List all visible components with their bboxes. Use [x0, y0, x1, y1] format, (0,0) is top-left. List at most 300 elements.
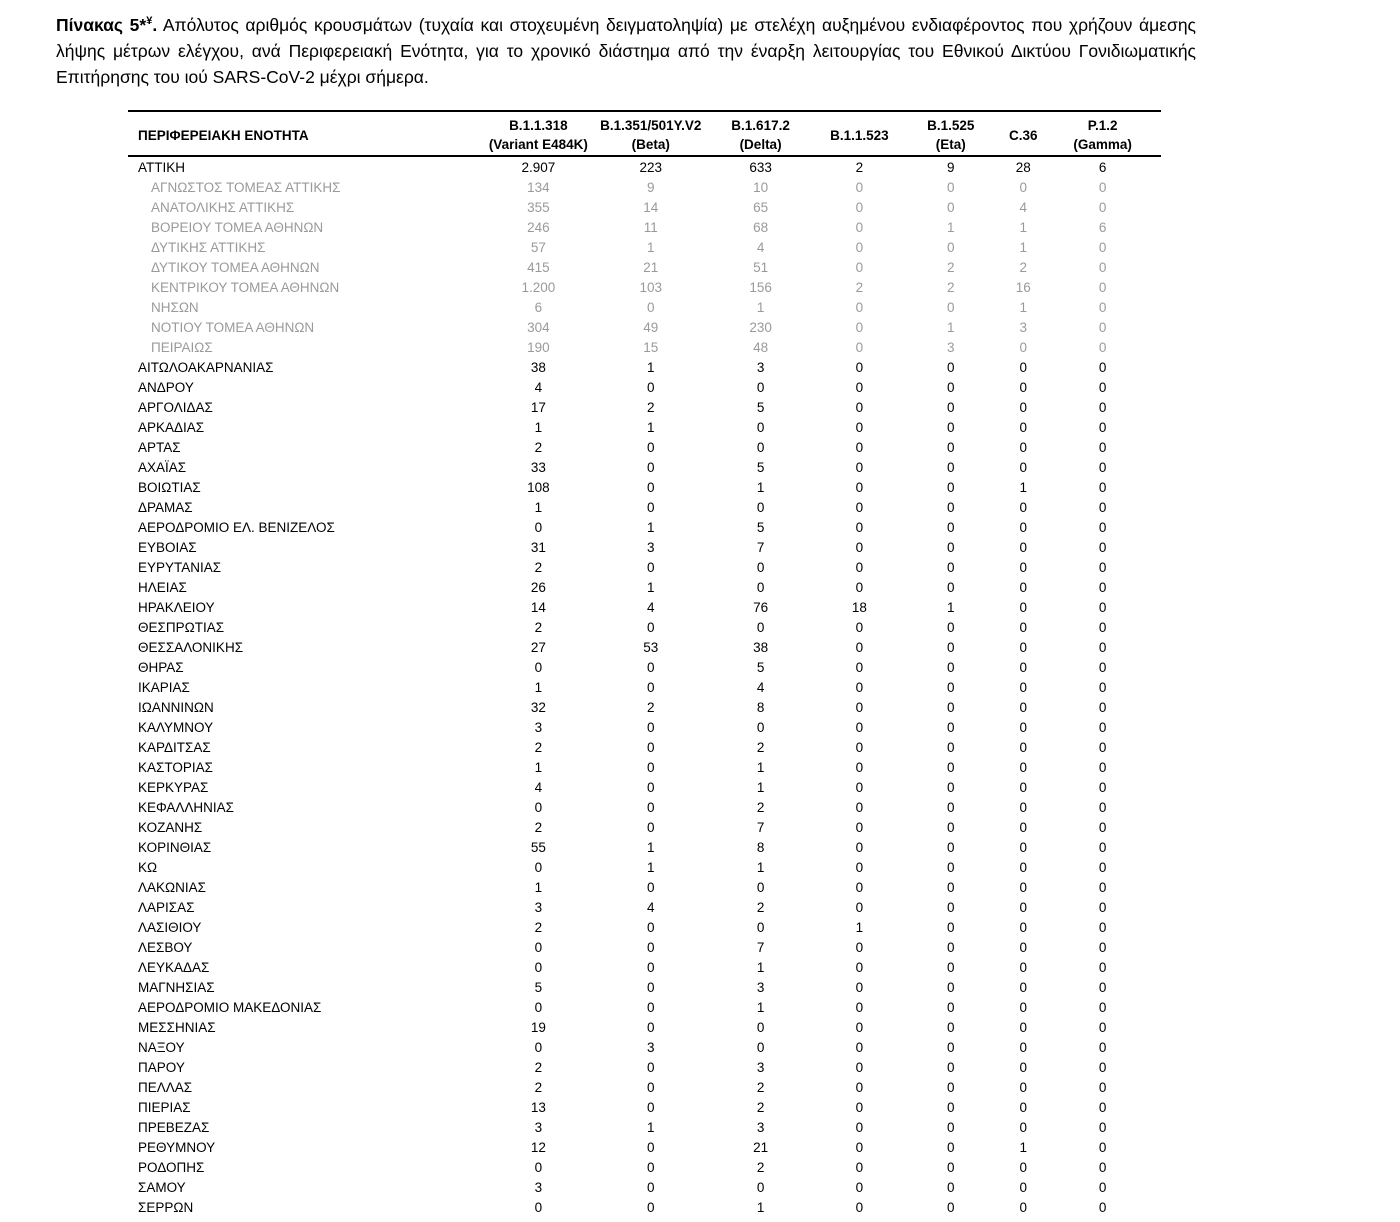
- table-row: [128, 1138, 1161, 1158]
- case-count-cell: 0: [756, 560, 765, 575]
- case-count-cell: 0: [1019, 1060, 1028, 1075]
- case-count-cell: 0: [1098, 180, 1107, 195]
- table-subrow: [128, 218, 1161, 238]
- case-count-cell: 38: [530, 360, 546, 375]
- case-count-cell: 12: [530, 1140, 546, 1155]
- region-name-cell: ΔΡΑΜΑΣ: [138, 500, 193, 515]
- case-count-cell: 2: [647, 400, 655, 415]
- case-count-cell: 2: [534, 560, 543, 575]
- table-row: [128, 738, 1161, 758]
- region-name-cell: ΑΡΤΑΣ: [138, 440, 181, 455]
- case-count-cell: 26: [530, 580, 546, 595]
- region-name-cell: ΣΑΜΟΥ: [138, 1180, 186, 1195]
- table-row: [128, 898, 1161, 918]
- case-count-cell: 0: [1019, 780, 1028, 795]
- case-count-cell: 0: [1019, 180, 1028, 195]
- case-count-cell: 0: [947, 460, 955, 475]
- case-count-cell: 0: [947, 1040, 955, 1055]
- case-count-cell: 0: [855, 1200, 864, 1215]
- case-count-cell: 0: [647, 1060, 655, 1075]
- case-count-cell: 0: [1098, 860, 1107, 875]
- case-count-cell: 9: [647, 180, 655, 195]
- case-count-cell: 0: [1019, 540, 1028, 555]
- header-row: [128, 111, 1161, 156]
- case-count-cell: 4: [1019, 200, 1028, 215]
- case-count-cell: 0: [855, 740, 864, 755]
- region-name-cell: ΠΕΙΡΑΙΩΣ: [151, 340, 213, 355]
- case-count-cell: 2: [1019, 260, 1028, 275]
- case-count-cell: 0: [1098, 980, 1107, 995]
- case-count-cell: 0: [1098, 1200, 1107, 1215]
- region-name-cell: ΑΤΤΙΚΗ: [138, 160, 185, 175]
- case-count-cell: 355: [527, 200, 550, 215]
- case-count-cell: 0: [947, 240, 955, 255]
- case-count-cell: 0: [647, 1100, 655, 1115]
- case-count-cell: 0: [855, 900, 864, 915]
- case-count-cell: 27: [530, 640, 546, 655]
- region-name-cell: ΗΛΕΙΑΣ: [138, 580, 187, 595]
- case-count-cell: 0: [947, 1000, 955, 1015]
- case-count-cell: 0: [947, 660, 955, 675]
- column-header-line1: C.36: [1009, 127, 1038, 143]
- case-count-cell: 1: [647, 360, 655, 375]
- case-count-cell: 0: [1019, 980, 1028, 995]
- table-row: [128, 1098, 1161, 1118]
- case-count-cell: 0: [1019, 500, 1028, 515]
- case-count-cell: 6: [1098, 220, 1107, 235]
- case-count-cell: 7: [756, 540, 765, 555]
- case-count-cell: 2: [756, 900, 765, 915]
- region-name-cell: ΑΝΔΡΟΥ: [138, 380, 194, 395]
- case-count-cell: 11: [643, 220, 658, 235]
- case-count-cell: 0: [1098, 800, 1107, 815]
- region-name-cell: ΑΕΡΟΔΡΟΜΙΟ ΜΑΚΕΔΟΝΙΑΣ: [138, 1000, 322, 1015]
- case-count-cell: 2: [534, 1060, 543, 1075]
- case-count-cell: 0: [1098, 440, 1107, 455]
- table-row: [128, 798, 1161, 818]
- table-body: [128, 156, 1161, 1218]
- column-header-variant: [899, 111, 1002, 156]
- case-count-cell: 0: [647, 820, 655, 835]
- case-count-cell: 0: [947, 1020, 955, 1035]
- case-count-cell: 0: [947, 520, 955, 535]
- table-row: [128, 638, 1161, 658]
- case-count-cell: 0: [855, 1180, 864, 1195]
- case-count-cell: 55: [530, 840, 546, 855]
- case-count-cell: 3: [534, 900, 543, 915]
- case-count-cell: 3: [534, 1120, 543, 1135]
- case-count-cell: 5: [756, 400, 765, 415]
- case-count-cell: 0: [1098, 200, 1107, 215]
- case-count-cell: 156: [749, 280, 772, 295]
- case-count-cell: 0: [855, 700, 864, 715]
- column-header-line2: (Delta): [739, 137, 782, 152]
- case-count-cell: 1: [534, 420, 543, 435]
- case-count-cell: 0: [647, 940, 655, 955]
- case-count-cell: 0: [855, 780, 864, 795]
- case-count-cell: 0: [647, 960, 655, 975]
- case-count-cell: 0: [1019, 420, 1028, 435]
- case-count-cell: 0: [1098, 840, 1107, 855]
- case-count-cell: 0: [1019, 1000, 1028, 1015]
- case-count-cell: 0: [756, 420, 765, 435]
- case-count-cell: 0: [647, 920, 655, 935]
- case-count-cell: 2: [534, 740, 543, 755]
- case-count-cell: 1: [756, 1200, 765, 1215]
- table-row: [128, 156, 1161, 178]
- case-count-cell: 0: [534, 1000, 543, 1015]
- case-count-cell: 0: [855, 1100, 864, 1115]
- table-row: [128, 1078, 1161, 1098]
- case-count-cell: 0: [756, 880, 765, 895]
- case-count-cell: 0: [947, 420, 955, 435]
- case-count-cell: 0: [947, 640, 955, 655]
- case-count-cell: 0: [1098, 1000, 1107, 1015]
- case-count-cell: 0: [1019, 920, 1028, 935]
- case-count-cell: 0: [855, 580, 864, 595]
- case-count-cell: 0: [647, 560, 655, 575]
- case-count-cell: 1: [1019, 1140, 1028, 1155]
- table-subrow: [128, 238, 1161, 258]
- case-count-cell: 0: [1098, 780, 1107, 795]
- case-count-cell: 0: [855, 440, 864, 455]
- case-count-cell: 0: [1098, 640, 1107, 655]
- case-count-cell: 1: [1019, 240, 1028, 255]
- case-count-cell: 0: [855, 660, 864, 675]
- case-count-cell: 230: [749, 320, 772, 335]
- case-count-cell: 2: [947, 260, 955, 275]
- case-count-cell: 0: [1019, 740, 1028, 755]
- case-count-cell: 2: [534, 920, 543, 935]
- case-count-cell: 8: [756, 700, 765, 715]
- case-count-cell: 0: [756, 380, 765, 395]
- case-count-cell: 0: [855, 400, 864, 415]
- case-count-cell: 0: [1098, 600, 1107, 615]
- table-caption: [56, 12, 1196, 90]
- table-row: [128, 858, 1161, 878]
- case-count-cell: 1: [647, 240, 655, 255]
- case-count-cell: 0: [1098, 1100, 1107, 1115]
- table-row: [128, 678, 1161, 698]
- case-count-cell: 0: [1098, 660, 1107, 675]
- case-count-cell: 0: [1019, 800, 1028, 815]
- case-count-cell: 0: [1098, 260, 1107, 275]
- case-count-cell: 0: [947, 440, 955, 455]
- variants-table: [128, 110, 1161, 1218]
- case-count-cell: 0: [1019, 340, 1028, 355]
- case-count-cell: 1: [647, 840, 655, 855]
- case-count-cell: 1: [534, 880, 543, 895]
- region-name-cell: ΛΕΣΒΟΥ: [138, 940, 193, 955]
- case-count-cell: 1: [947, 600, 955, 615]
- case-count-cell: 0: [855, 1040, 864, 1055]
- case-count-cell: 0: [1019, 720, 1028, 735]
- case-count-cell: 0: [855, 880, 864, 895]
- case-count-cell: 0: [647, 1140, 655, 1155]
- case-count-cell: 65: [753, 200, 769, 215]
- table-row: [128, 598, 1161, 618]
- case-count-cell: 0: [1019, 1200, 1028, 1215]
- region-name-cell: ΚΑΡΔΙΤΣΑΣ: [138, 740, 211, 755]
- table-row: [128, 938, 1161, 958]
- case-count-cell: 0: [1098, 720, 1107, 735]
- case-count-cell: 0: [855, 960, 864, 975]
- case-count-cell: 68: [753, 220, 769, 235]
- case-count-cell: 48: [753, 340, 769, 355]
- case-count-cell: 0: [947, 480, 955, 495]
- case-count-cell: 1: [534, 760, 543, 775]
- case-count-cell: 0: [855, 860, 864, 875]
- case-count-cell: 0: [855, 240, 864, 255]
- column-header-variant: [1002, 111, 1044, 156]
- case-count-cell: 0: [1019, 560, 1028, 575]
- case-count-cell: 0: [947, 920, 955, 935]
- region-name-cell: ΗΡΑΚΛΕΙΟΥ: [138, 600, 215, 615]
- table-row: [128, 498, 1161, 518]
- table-subrow: [128, 338, 1161, 358]
- case-count-cell: 0: [1098, 1020, 1107, 1035]
- case-count-cell: 0: [534, 940, 543, 955]
- case-count-cell: 0: [647, 1080, 655, 1095]
- case-count-cell: 10: [753, 180, 769, 195]
- caption-label-text: Πίνακας 5*: [56, 15, 147, 35]
- case-count-cell: 0: [1019, 1120, 1028, 1135]
- case-count-cell: 3: [947, 340, 955, 355]
- case-count-cell: 4: [647, 900, 655, 915]
- column-header-line1: B.1.525: [927, 118, 975, 133]
- case-count-cell: 3: [534, 720, 543, 735]
- column-header-variant: [819, 111, 899, 156]
- case-count-cell: 0: [855, 840, 864, 855]
- column-header-line1: B.1.1.523: [830, 127, 889, 143]
- case-count-cell: 28: [1015, 160, 1031, 175]
- table-row: [128, 458, 1161, 478]
- case-count-cell: 76: [753, 600, 769, 615]
- case-count-cell: 0: [1098, 1120, 1107, 1135]
- case-count-cell: 0: [1098, 1060, 1107, 1075]
- case-count-cell: 1: [855, 920, 864, 935]
- case-count-cell: 2: [855, 160, 864, 175]
- case-count-cell: 0: [855, 1060, 864, 1075]
- case-count-cell: 0: [647, 480, 655, 495]
- case-count-cell: 0: [1098, 940, 1107, 955]
- table-row: [128, 1018, 1161, 1038]
- case-count-cell: 0: [1098, 700, 1107, 715]
- caption-text: Απόλυτος αριθμός κρουσμάτων (τυχαία και στοχευμένη δειγματοληψία) με στελέχη αυξημένου ενδιαφέροντος που χρήζουν άμεσης λήψης μέτρων ελέγχου, ανά Περιφερειακή Ενότητα, για το χρονικό διάστημα από την έναρξη λειτουργίας του Εθνικού Δικτύου Γονιδιωματικής Επιτήρησης του ιού SARS-CoV-2 μέχρι σήμερα.: [56, 15, 1196, 87]
- region-name-cell: ΕΥΡΥΤΑΝΙΑΣ: [138, 560, 222, 575]
- region-name-cell: ΚΕΡΚΥΡΑΣ: [138, 780, 209, 795]
- case-count-cell: 0: [647, 500, 655, 515]
- case-count-cell: 0: [1019, 1100, 1028, 1115]
- table-row: [128, 838, 1161, 858]
- case-count-cell: 0: [647, 880, 655, 895]
- case-count-cell: 0: [647, 680, 655, 695]
- case-count-cell: 0: [1098, 900, 1107, 915]
- region-name-cell: ΡΟΔΟΠΗΣ: [138, 1160, 205, 1175]
- table-subrow: [128, 318, 1161, 338]
- case-count-cell: 0: [855, 540, 864, 555]
- case-count-cell: 0: [947, 720, 955, 735]
- case-count-cell: 3: [647, 1040, 655, 1055]
- column-header-line1: ΠΕΡΙΦΕΡΕΙΑΚΗ ΕΝΟΤΗΤΑ: [138, 127, 309, 143]
- region-name-cell: ΘΗΡΑΣ: [138, 660, 184, 675]
- case-count-cell: 0: [1019, 680, 1028, 695]
- case-count-cell: 4: [647, 600, 655, 615]
- case-count-cell: 0: [647, 980, 655, 995]
- case-count-cell: 5: [756, 520, 765, 535]
- case-count-cell: 57: [530, 240, 546, 255]
- column-header-region: [128, 111, 477, 156]
- case-count-cell: 17: [530, 400, 546, 415]
- table-row: [128, 718, 1161, 738]
- table-row: [128, 758, 1161, 778]
- case-count-cell: 7: [756, 820, 765, 835]
- region-name-cell: ΚΟΖΑΝΗΣ: [138, 820, 203, 835]
- table-row: [128, 418, 1161, 438]
- case-count-cell: 0: [1019, 620, 1028, 635]
- case-count-cell: 0: [1098, 1040, 1107, 1055]
- region-name-cell: ΑΡΓΟΛΙΔΑΣ: [138, 400, 213, 415]
- case-count-cell: 0: [855, 520, 864, 535]
- region-name-cell: ΑΕΡΟΔΡΟΜΙΟ ΕΛ. ΒΕΝΙΖΕΛΟΣ: [138, 520, 335, 535]
- case-count-cell: 2: [534, 440, 543, 455]
- case-count-cell: 4: [756, 240, 765, 255]
- case-count-cell: 0: [947, 840, 955, 855]
- case-count-cell: 0: [1098, 760, 1107, 775]
- case-count-cell: 0: [947, 1200, 955, 1215]
- case-count-cell: 0: [1019, 900, 1028, 915]
- case-count-cell: 0: [534, 660, 543, 675]
- case-count-cell: 13: [530, 1100, 546, 1115]
- case-count-cell: 0: [756, 1180, 765, 1195]
- case-count-cell: 2: [534, 620, 543, 635]
- region-name-cell: ΜΑΓΝΗΣΙΑΣ: [138, 980, 215, 995]
- table-row: [128, 518, 1161, 538]
- case-count-cell: 2: [647, 700, 655, 715]
- case-count-cell: 0: [756, 720, 765, 735]
- case-count-cell: 0: [647, 380, 655, 395]
- case-count-cell: 2: [756, 1100, 765, 1115]
- case-count-cell: 0: [947, 1100, 955, 1115]
- case-count-cell: 0: [855, 480, 864, 495]
- table-row: [128, 698, 1161, 718]
- case-count-cell: 3: [756, 360, 765, 375]
- case-count-cell: 0: [947, 360, 955, 375]
- region-name-cell: ΒΟΙΩΤΙΑΣ: [138, 480, 201, 495]
- case-count-cell: 0: [1098, 820, 1107, 835]
- case-count-cell: 1: [756, 300, 765, 315]
- case-count-cell: 0: [947, 400, 955, 415]
- case-count-cell: 0: [756, 1020, 765, 1035]
- case-count-cell: 0: [756, 440, 765, 455]
- case-count-cell: 0: [855, 320, 864, 335]
- region-name-cell: ΔΥΤΙΚΗΣ ΑΤΤΙΚΗΣ: [151, 240, 266, 255]
- case-count-cell: 0: [855, 980, 864, 995]
- case-count-cell: 7: [756, 940, 765, 955]
- case-count-cell: 0: [647, 620, 655, 635]
- case-count-cell: 0: [947, 560, 955, 575]
- region-name-cell: ΚΕΝΤΡΙΚΟΥ ΤΟΜΕΑ ΑΘΗΝΩΝ: [151, 280, 340, 295]
- region-name-cell: ΠΡΕΒΕΖΑΣ: [138, 1120, 210, 1135]
- case-count-cell: 5: [534, 980, 543, 995]
- case-count-cell: 0: [947, 740, 955, 755]
- case-count-cell: 1: [756, 860, 765, 875]
- case-count-cell: 0: [1098, 480, 1107, 495]
- case-count-cell: 0: [1019, 580, 1028, 595]
- region-name-cell: ΠΑΡΟΥ: [138, 1060, 185, 1075]
- case-count-cell: 1: [1019, 220, 1028, 235]
- region-name-cell: ΝΟΤΙΟΥ ΤΟΜΕΑ ΑΘΗΝΩΝ: [151, 320, 315, 335]
- case-count-cell: 0: [855, 760, 864, 775]
- case-count-cell: 14: [643, 200, 659, 215]
- region-name-cell: ΙΩΑΝΝΙΝΩΝ: [138, 700, 214, 715]
- region-name-cell: ΣΕΡΡΩΝ: [138, 1200, 194, 1215]
- region-name-cell: ΑΧΑΪΑΣ: [138, 460, 187, 475]
- case-count-cell: 223: [639, 160, 663, 175]
- table-subrow: [128, 278, 1161, 298]
- column-header-variant: [702, 111, 820, 156]
- case-count-cell: 0: [1019, 400, 1028, 415]
- case-count-cell: 1: [647, 420, 655, 435]
- caption-dot: .: [152, 15, 158, 35]
- case-count-cell: 21: [753, 1140, 769, 1155]
- case-count-cell: 1: [647, 520, 655, 535]
- case-count-cell: 0: [947, 500, 955, 515]
- case-count-cell: 6: [1098, 160, 1107, 175]
- region-name-cell: ΛΑΡΙΣΑΣ: [138, 900, 195, 915]
- case-count-cell: 1: [534, 500, 543, 515]
- table-row: [128, 878, 1161, 898]
- case-count-cell: 0: [855, 640, 864, 655]
- region-name-cell: ΘΕΣΣΑΛΟΝΙΚΗΣ: [138, 640, 244, 655]
- case-count-cell: 2: [855, 280, 864, 295]
- case-count-cell: 0: [855, 720, 864, 735]
- case-count-cell: 0: [1098, 460, 1107, 475]
- case-count-cell: 0: [947, 580, 955, 595]
- case-count-cell: 49: [643, 320, 659, 335]
- case-count-cell: 0: [1098, 1180, 1107, 1195]
- case-count-cell: 0: [534, 860, 543, 875]
- case-count-cell: 0: [947, 540, 955, 555]
- table-subrow: [128, 198, 1161, 218]
- case-count-cell: 0: [1098, 320, 1107, 335]
- caption-mark: ¥: [146, 15, 153, 28]
- column-header-line1: P.1.2: [1087, 118, 1118, 133]
- case-count-cell: 0: [1098, 920, 1107, 935]
- case-count-cell: 0: [1098, 620, 1107, 635]
- case-count-cell: 0: [1098, 240, 1107, 255]
- case-count-cell: 0: [647, 1200, 655, 1215]
- region-name-cell: ΚΟΡΙΝΘΙΑΣ: [138, 840, 212, 855]
- case-count-cell: 0: [947, 880, 955, 895]
- table-row: [128, 358, 1161, 378]
- case-count-cell: 0: [1098, 960, 1107, 975]
- region-name-cell: ΑΝΑΤΟΛΙΚΗΣ ΑΤΤΙΚΗΣ: [151, 200, 295, 215]
- region-name-cell: ΝΑΞΟΥ: [138, 1040, 185, 1055]
- case-count-cell: 0: [855, 1020, 864, 1035]
- case-count-cell: 0: [1019, 840, 1028, 855]
- case-count-cell: 8: [756, 840, 765, 855]
- case-count-cell: 0: [534, 1160, 543, 1175]
- case-count-cell: 33: [530, 460, 546, 475]
- column-header-variant: [477, 111, 600, 156]
- case-count-cell: 0: [947, 760, 955, 775]
- case-count-cell: 0: [1019, 1160, 1028, 1175]
- table-row: [128, 1178, 1161, 1198]
- case-count-cell: 0: [1098, 1140, 1107, 1155]
- region-name-cell: ΚΑΛΥΜΝΟΥ: [138, 720, 214, 735]
- case-count-cell: 190: [527, 340, 550, 355]
